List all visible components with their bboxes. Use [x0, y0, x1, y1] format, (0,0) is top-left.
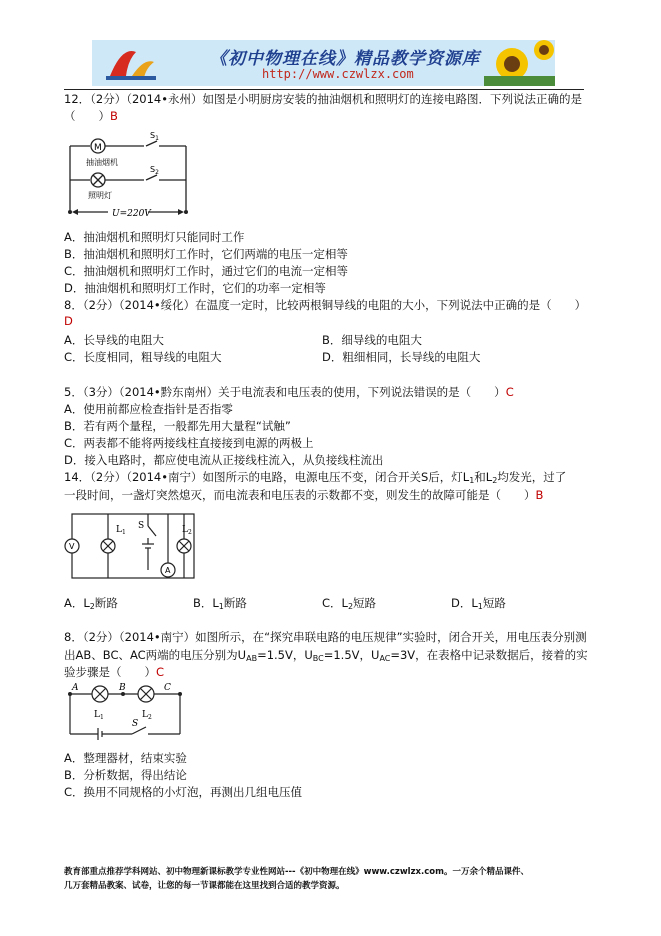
- q12-option-d: D．抽油烟机和照明灯工作时，它们的功率一定相等: [64, 281, 326, 295]
- q8a-stem: 8．（2分）（2014•绥化）在温度一定时，比较两根铜导线的电阻的大小，下列说法中正确的是（ ）: [64, 298, 587, 312]
- q8b-stem-line2: 出AB、BC、AC两端的电压分别为$U_{AB}=1.5V$，$U_{BC}=1.5V$，$U_{AC}=3V$，在表格中记录数据后，接着的实: [64, 648, 588, 663]
- q14-option-c: C．$L_2$短路: [322, 596, 377, 611]
- q8a-answer: D: [64, 314, 73, 328]
- q5-option-d: D．接入电路时，都应使电流从正接线柱流入，从负接线柱流出: [64, 453, 384, 467]
- header-rule: [64, 89, 584, 90]
- q14-stem-line1: 14．（2分）（2014•南宁）如图所示的电路，电源电压不变，闭合开关S后，灯$L_1$和$L_2$均发光，过了: [64, 470, 567, 485]
- switch-s-icon: [148, 526, 156, 536]
- lamp-l1-label: $L_1$: [94, 710, 104, 721]
- q14-circuit-diagram: [64, 508, 200, 584]
- q12-paren: （ ）B: [64, 109, 118, 123]
- q8a-option-b: B．细导线的电阻大: [322, 333, 422, 347]
- banner-url[interactable]: http://www.czwlzx.com: [262, 67, 414, 81]
- switch-s-label: S: [138, 521, 145, 531]
- q12-circuit-diagram: [64, 128, 194, 220]
- q8b-answer: C: [156, 665, 165, 679]
- fan-label: 抽油烟机: [86, 158, 118, 167]
- q12-option-b: B．抽油烟机和照明灯工作时，它们两端的电压一定相等: [64, 247, 348, 261]
- q8a-option-a: A．长导线的电阻大: [64, 333, 164, 347]
- q5-option-c: C．两表都不能将两接线柱直接接到电源的两极上: [64, 436, 314, 450]
- q5-option-b: B．若有两个量程，一般都先用大量程“试触”: [64, 419, 291, 433]
- point-a-label: A: [72, 683, 79, 693]
- footer-line2: 几万套精品教案、试卷，让您的每一节课都能在这里找到合适的教学资源。: [64, 881, 345, 891]
- ammeter-label: A: [165, 566, 171, 575]
- lamp-l2-label: $L_2$: [142, 710, 152, 721]
- q8b-option-c: C．换用不同规格的小灯泡，再测出几组电压值: [64, 785, 303, 799]
- voltmeter-label: V: [69, 542, 75, 551]
- q12-answer: B: [110, 109, 118, 123]
- q8b-stem-line3: 验步骤是（ ）C: [64, 665, 165, 679]
- q14-option-a: A．$L_2$断路: [64, 596, 118, 611]
- q8b-option-a: A．整理器材，结束实验: [64, 751, 187, 765]
- banner-title: 《初中物理在线》精品教学资源库: [210, 49, 480, 69]
- lamp-label: 照明灯: [88, 191, 112, 200]
- motor-label: M: [94, 143, 102, 153]
- q5-option-a: A．使用前都应检查指针是否指零: [64, 402, 233, 416]
- q12-option-c: C．抽油烟机和照明灯工作时，通过它们的电流一定相等: [64, 264, 349, 278]
- q12-option-a: A．抽油烟机和照明灯只能同时工作: [64, 230, 245, 244]
- voltage-label: U=220V: [112, 209, 151, 219]
- switch-s1-label: $S_1$: [150, 131, 159, 142]
- header-banner: [92, 40, 555, 86]
- q14-stem-line2: 一段时间，一盏灯突然熄灭，而电流表和电压表的示数都不变，则发生的故障可能是（ ）B: [64, 488, 544, 502]
- q5-stem: 5．（3分）（2014•黔东南州）关于电流表和电压表的使用，下列说法错误的是（ ）C: [64, 385, 514, 399]
- lamp-l1-label: $L_1$: [116, 525, 126, 536]
- q14-option-b: B．$L_1$断路: [193, 596, 247, 611]
- footer-line1: 教育部重点推荐学科网站、初中物理新课标教学专业性网站---《初中物理在线》www.czwlzx.com。一万余个精品课件、: [64, 867, 529, 877]
- switch-s-label: S: [132, 719, 139, 729]
- q8a-option-c: C．长度相同，粗导线的电阻大: [64, 350, 222, 364]
- switch-s2-label: $S_2$: [150, 165, 159, 176]
- q12-stem: 12．（2分）（2014•永州）如图是小明厨房安装的抽油烟机和照明灯的连接电路图．下列说法正确的是: [64, 92, 582, 106]
- q14-answer: B: [535, 488, 544, 502]
- q5-answer: C: [505, 385, 514, 399]
- lamp-l2-label: $L_2$: [182, 525, 192, 536]
- q8b-stem-line1: 8．（2分）（2014•南宁）如图所示，在“探究串联电路的电压规律”实验时，闭合开关，用电压表分别测: [64, 630, 587, 644]
- q8a-option-d: D．粗细相同，长导线的电阻大: [322, 350, 481, 364]
- q8b-circuit-diagram: [64, 682, 190, 742]
- point-c-label: C: [164, 683, 171, 693]
- q8b-option-b: B．分析数据，得出结论: [64, 768, 187, 782]
- q14-option-d: D．$L_1$短路: [451, 596, 506, 611]
- point-b-label: B: [119, 683, 126, 693]
